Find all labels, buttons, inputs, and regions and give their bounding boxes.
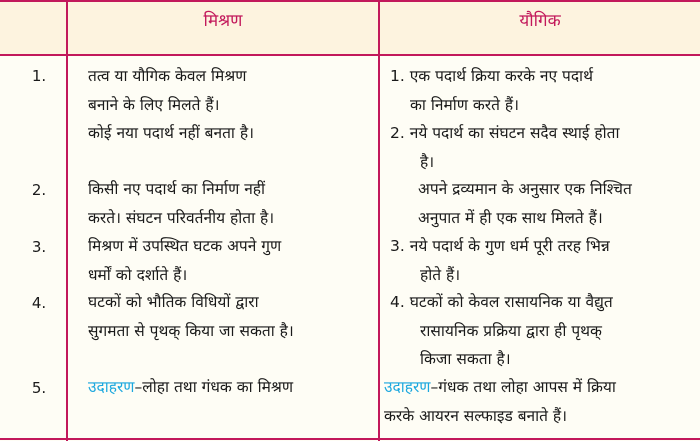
text-line: अपने द्रव्यमान के अनुसार एक निश्चित	[418, 180, 632, 198]
header-mixture: मिश्रण	[203, 11, 243, 31]
text-line: 4. घटकों को केवल रासायनिक या वैद्युत	[390, 293, 613, 311]
column-divider-2	[378, 0, 380, 441]
example-text: –गंधक तथा लोहा आपस में क्रिया	[430, 378, 616, 396]
bottom-rule	[0, 438, 700, 440]
column-divider-1	[66, 0, 68, 441]
row-number: 3.	[31, 238, 47, 256]
text-line: रासायनिक प्रक्रिया द्वारा ही पृथक्	[420, 321, 602, 340]
header-compound: यौगिक	[519, 11, 561, 31]
text-line	[384, 373, 690, 402]
text-line: घटकों को भौतिक विधियों द्वारा	[88, 293, 259, 311]
text-line: का निर्माण करते हैं।	[410, 95, 519, 114]
row-2-mixture	[88, 175, 374, 232]
text-line: 3. नये पदार्थ के गुण धर्म पूरी तरह भिन्न	[390, 237, 610, 255]
text-line: मिश्रण में उपस्थित घटक अपने गुण	[88, 237, 282, 255]
text-line: बनाने के लिए मिलते हैं।	[88, 95, 220, 114]
text-line	[88, 373, 374, 402]
row-2-compound	[390, 175, 696, 232]
row-4-mixture	[88, 288, 374, 345]
row-3-compound	[390, 232, 696, 289]
text-line: अनुपात में ही एक साथ मिलते हैं।	[418, 208, 603, 227]
text-line: होते हैं।	[420, 265, 461, 284]
text-line: करते। संघटन परिवर्तनीय होता है।	[88, 208, 275, 227]
text-line: करके आयरन सल्फाइड बनाते हैं।	[384, 406, 568, 425]
row-4-compound	[390, 288, 696, 374]
header-rule	[0, 54, 700, 56]
row-1-compound	[390, 62, 696, 176]
top-rule	[0, 0, 700, 2]
text-line: 1. एक पदार्थ क्रिया करके नए पदार्थ	[390, 67, 593, 85]
row-1-mixture	[88, 62, 374, 148]
row-number: 5.	[31, 379, 47, 397]
example-text: –लोहा तथा गंधक का मिश्रण	[134, 378, 294, 396]
text-line: किसी नए पदार्थ का निर्माण नहीं	[88, 180, 266, 198]
example-label: उदाहरण	[384, 378, 431, 396]
row-5-compound	[384, 373, 690, 430]
text-line: कोई नया पदार्थ नहीं बनता है।	[88, 124, 254, 142]
row-number: 2.	[31, 181, 47, 199]
text-line: किजा सकता है।	[420, 350, 511, 368]
text-line: है।	[420, 152, 435, 171]
text-line: धर्मों को दर्शाते हैं।	[88, 265, 188, 284]
row-number: 1.	[31, 67, 47, 85]
row-5-mixture	[88, 373, 374, 402]
row-number: 4.	[31, 294, 47, 312]
row-3-mixture	[88, 232, 374, 289]
text-line: सुगमता से पृथक् किया जा सकता है।	[88, 321, 294, 340]
example-label: उदाहरण	[88, 378, 135, 396]
text-line: 2. नये पदार्थ का संघटन सदैव स्थाई होता	[390, 124, 620, 142]
text-line: तत्व या यौगिक केवल मिश्रण	[88, 67, 247, 85]
